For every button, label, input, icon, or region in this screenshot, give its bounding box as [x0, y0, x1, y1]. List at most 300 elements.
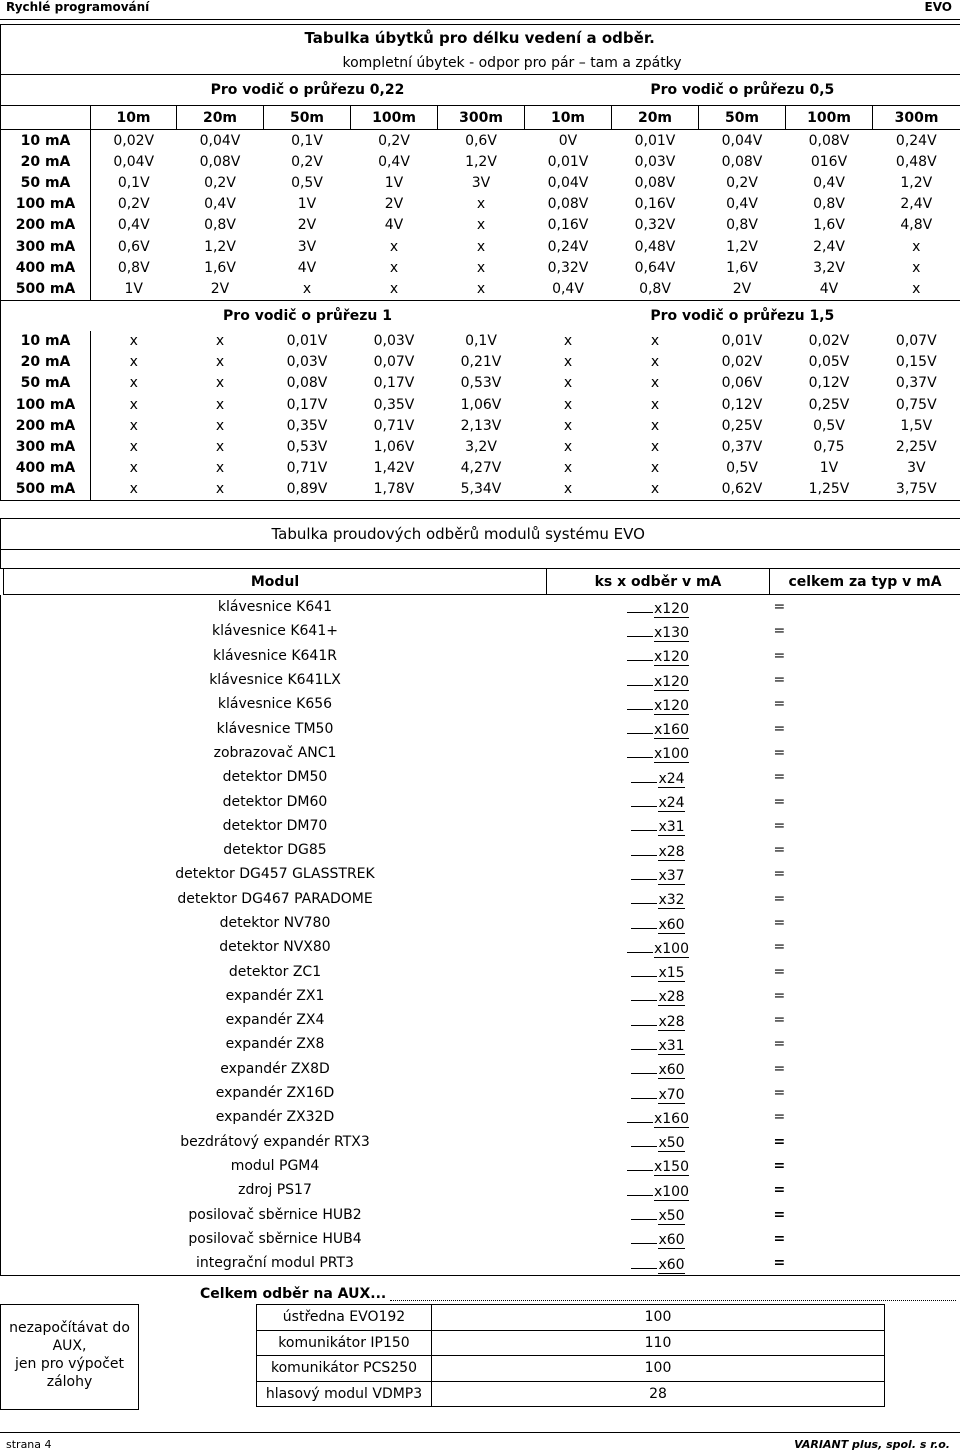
- module-consumption: x160: [653, 1110, 689, 1127]
- module-name: detektor NV780: [219, 915, 331, 931]
- module-consumption: x31: [658, 1037, 685, 1054]
- modules-current-table: [0, 518, 960, 1276]
- publisher: VARIANT plus, spol. s r.o.: [794, 1438, 950, 1451]
- drop-value: 0,04V: [547, 174, 589, 191]
- table-row: [1, 130, 960, 152]
- current-label: 200 mA: [1, 415, 91, 436]
- table-row: [1, 257, 960, 278]
- module-total: =: [770, 1178, 960, 1202]
- module-name: posilovač sběrnice HUB2: [188, 1206, 362, 1223]
- current-label: 300 mA: [1, 236, 91, 257]
- aux-module-value: 110: [432, 1330, 885, 1356]
- module-consumption: x60: [658, 916, 685, 933]
- drop-value: 0,25V: [808, 396, 850, 413]
- drop-value: 0,8V: [204, 217, 236, 234]
- drop-value: x: [563, 460, 573, 477]
- drop-value: 2,4V: [873, 194, 960, 215]
- module-qty-cell: [547, 935, 770, 959]
- module-total: =: [770, 765, 960, 789]
- module-qty-cell: [547, 619, 770, 643]
- drop-value: 0,08V: [286, 375, 328, 392]
- drop-value: 0,48V: [634, 238, 676, 255]
- module-consumption: x60: [658, 1232, 685, 1249]
- module-total: =: [770, 862, 960, 886]
- module-row: [1, 935, 960, 959]
- table-row: [1, 415, 960, 436]
- drop-value: x: [91, 479, 177, 501]
- drop-value: 3V: [873, 458, 960, 479]
- module-consumption: x70: [658, 1086, 685, 1103]
- module-qty-cell: [547, 814, 770, 838]
- table-row: [1, 373, 960, 394]
- module-name: modul PGM4: [230, 1157, 320, 1174]
- drop-value: 0,2V: [291, 153, 323, 170]
- drop-value: 0,08V: [721, 153, 763, 170]
- drop-table-subtitle: kompletní úbytek - odpor pro pár – tam a zpátky: [91, 51, 960, 75]
- drop-value: 0,6V: [117, 238, 150, 255]
- table-row: [1, 172, 960, 193]
- drop-value: 4,8V: [873, 215, 960, 236]
- drop-value: x: [873, 278, 960, 300]
- quantity-blank[interactable]: [631, 1132, 657, 1147]
- module-consumption: x24: [658, 795, 685, 812]
- aux-module-name: ústředna EVO192: [257, 1305, 432, 1331]
- section-heading: Pro vodič o průřezu 1: [223, 307, 392, 324]
- drop-value: 1V: [819, 460, 839, 477]
- drop-value: x: [650, 460, 660, 477]
- drop-value: x: [215, 333, 225, 350]
- drop-value: 0,2V: [204, 174, 236, 191]
- module-name: expandér ZX16D: [215, 1085, 335, 1102]
- aux-total-title: Celkem odběr na AUX...: [200, 1286, 387, 1302]
- module-qty-cell: [547, 765, 770, 789]
- drop-value: x: [129, 333, 138, 350]
- running-header-product: EVO: [924, 0, 952, 14]
- drop-value: x: [476, 196, 486, 213]
- drop-value: x: [563, 333, 573, 350]
- current-label: 400 mA: [1, 257, 91, 278]
- module-qty-cell: [547, 1130, 770, 1154]
- drop-value: 0,21V: [460, 354, 502, 371]
- aux-table: [256, 1304, 885, 1407]
- drop-value: 0,08V: [199, 153, 241, 170]
- quantity-blank[interactable]: [631, 841, 657, 856]
- drop-value: 0,02V: [808, 333, 850, 350]
- quantity-blank[interactable]: [627, 598, 653, 613]
- drop-value: 0,02V: [113, 132, 155, 149]
- drop-value: 0,2V: [378, 132, 410, 149]
- aux-total-fill-line: [390, 1300, 956, 1301]
- module-total: =: [770, 1032, 960, 1056]
- quantity-blank[interactable]: [631, 1011, 657, 1026]
- drop-value: x: [476, 238, 486, 255]
- drop-value: 0,5V: [813, 417, 845, 434]
- quantity-blank[interactable]: [631, 889, 657, 904]
- module-qty-cell: [547, 1227, 770, 1251]
- module-name: detektor NVX80: [219, 939, 331, 956]
- aux-row: [257, 1305, 885, 1331]
- module-total: =: [770, 1251, 960, 1276]
- quantity-blank[interactable]: [627, 1156, 653, 1171]
- drop-value: x: [650, 375, 660, 392]
- module-name: detektor DM70: [222, 817, 328, 834]
- drop-value: 2,25V: [873, 436, 960, 457]
- drop-value: 0,03V: [634, 153, 676, 170]
- module-total: =: [770, 814, 960, 838]
- drop-value: 0,12V: [721, 396, 763, 413]
- module-total: =: [770, 644, 960, 668]
- drop-value: 0,07V: [873, 331, 960, 352]
- module-qty-cell: [547, 595, 770, 620]
- aux-module-value: 28: [432, 1381, 885, 1407]
- module-qty-cell: [547, 644, 770, 668]
- drop-value: 0,4V: [813, 174, 845, 191]
- module-name: klávesnice TM50: [216, 720, 334, 737]
- module-name: zdroj PS17: [238, 1182, 312, 1199]
- module-total: =: [770, 1105, 960, 1129]
- module-consumption: x60: [658, 1256, 685, 1273]
- drop-value: 1,25V: [786, 479, 873, 501]
- running-header-title: Rychlé programování: [6, 0, 150, 14]
- module-row: [1, 1057, 960, 1081]
- drop-value: x: [873, 236, 960, 257]
- module-name: expandér ZX32D: [215, 1109, 335, 1126]
- quantity-blank[interactable]: [631, 865, 657, 880]
- quantity-blank[interactable]: [631, 1035, 657, 1050]
- quantity-blank[interactable]: [627, 622, 653, 637]
- drop-value: 1,2V: [204, 238, 236, 255]
- module-name: expandér ZX8: [225, 1036, 325, 1053]
- drop-value: 0,35V: [286, 417, 328, 434]
- drop-value: x: [129, 375, 138, 392]
- length-column-header: 50m: [699, 106, 786, 130]
- drop-value: x: [351, 278, 438, 300]
- table-row: [1, 278, 960, 300]
- current-label: 200 mA: [1, 215, 91, 236]
- module-row: [1, 1105, 960, 1129]
- table-row: [1, 236, 960, 257]
- drop-value: 0,16V: [547, 217, 589, 234]
- module-consumption: x15: [658, 965, 685, 982]
- module-name: detektor DG457 GLASSTREK: [175, 866, 375, 883]
- drop-value: x: [129, 417, 138, 434]
- modules-header-module: Modul: [4, 569, 547, 595]
- drop-value: x: [264, 278, 351, 300]
- quantity-blank[interactable]: [627, 938, 653, 953]
- modules-table-title: Tabulka proudových odběrů modulů systému EVO: [4, 519, 960, 550]
- module-row: [1, 741, 960, 765]
- drop-value: 0,17V: [373, 375, 415, 392]
- drop-value: 3V: [297, 238, 317, 255]
- drop-value: 2,13V: [460, 417, 502, 434]
- module-consumption: x28: [658, 843, 685, 860]
- module-consumption: x130: [653, 624, 689, 641]
- quantity-blank[interactable]: [627, 1181, 653, 1196]
- module-row: [1, 838, 960, 862]
- quantity-blank[interactable]: [631, 962, 657, 977]
- footer-divider: [0, 1432, 960, 1433]
- module-qty-cell: [547, 741, 770, 765]
- current-label: 20 mA: [1, 352, 91, 373]
- current-label: 500 mA: [1, 479, 91, 501]
- drop-value: 0,16V: [634, 196, 676, 213]
- drop-value: 4V: [297, 259, 317, 276]
- drop-value: 0,04V: [199, 132, 241, 149]
- corner-cell: [1, 106, 91, 130]
- module-total: =: [770, 619, 960, 643]
- section-heading: Pro vodič o průřezu 0,22: [91, 75, 525, 106]
- module-consumption: x120: [653, 649, 689, 666]
- drop-value: 0,64V: [634, 259, 676, 276]
- module-total: =: [770, 789, 960, 813]
- module-row: [1, 1251, 960, 1276]
- table-row: [1, 394, 960, 415]
- drop-value: 0,01V: [547, 153, 589, 170]
- module-row: [1, 887, 960, 911]
- drop-value: 1V: [91, 278, 177, 300]
- drop-value: 4,27V: [460, 460, 502, 477]
- drop-value: 1,78V: [351, 479, 438, 501]
- drop-value: 0,05V: [808, 354, 850, 371]
- module-total: =: [770, 1081, 960, 1105]
- aux-note-box: [0, 1304, 139, 1410]
- module-name: klávesnice K641+: [212, 623, 338, 640]
- drop-value: 5,34V: [438, 479, 525, 501]
- module-qty-cell: [547, 984, 770, 1008]
- drop-value: 3,2V: [813, 259, 845, 276]
- drop-value: x: [215, 417, 225, 434]
- drop-value: 0,17V: [286, 396, 328, 413]
- drop-value: 0,24V: [873, 130, 960, 152]
- quantity-blank[interactable]: [631, 1205, 657, 1220]
- aux-note-line: zálohy: [46, 1374, 93, 1390]
- length-column-header: 10m: [91, 106, 177, 130]
- quantity-blank[interactable]: [631, 1059, 657, 1074]
- current-label: 10 mA: [1, 331, 91, 352]
- drop-value: 0,62V: [699, 479, 786, 501]
- module-consumption: x100: [653, 1183, 689, 1200]
- module-consumption: x31: [658, 819, 685, 836]
- modules-header-qty: ks x odběr v mA: [547, 569, 770, 595]
- quantity-blank[interactable]: [631, 768, 657, 783]
- drop-value: x: [650, 333, 660, 350]
- drop-value: x: [129, 460, 138, 477]
- drop-value: 016V: [810, 153, 848, 170]
- length-column-header: 50m: [264, 106, 351, 130]
- table-row: [1, 194, 960, 215]
- table-row: [1, 215, 960, 236]
- module-name: bezdrátový expandér RTX3: [180, 1133, 370, 1150]
- module-total: =: [770, 1202, 960, 1226]
- drop-value: 0,06V: [721, 375, 763, 392]
- voltage-drop-table: [0, 24, 960, 501]
- drop-value: 0,32V: [634, 217, 676, 234]
- quantity-blank[interactable]: [631, 816, 657, 831]
- section-heading: Pro vodič o průřezu 1,5: [525, 300, 960, 331]
- page-number: strana 4: [6, 1438, 52, 1451]
- drop-value: 0,5V: [291, 174, 323, 191]
- drop-value: x: [650, 396, 660, 413]
- drop-value: 0,03V: [286, 354, 328, 371]
- module-row: [1, 1032, 960, 1056]
- length-column-header: 100m: [786, 106, 873, 130]
- drop-value: x: [650, 439, 660, 456]
- quantity-blank[interactable]: [631, 1229, 657, 1244]
- quantity-blank[interactable]: [631, 914, 657, 929]
- current-label: 10 mA: [1, 130, 91, 152]
- table-row: [1, 331, 960, 352]
- module-name: detektor ZC1: [228, 963, 322, 980]
- module-name: detektor DM50: [222, 769, 328, 786]
- drop-value: 0,35V: [373, 396, 415, 413]
- drop-value: 2V: [177, 278, 264, 300]
- quantity-blank[interactable]: [631, 1254, 657, 1269]
- module-total: =: [770, 595, 960, 620]
- drop-value: x: [129, 439, 138, 456]
- quantity-blank[interactable]: [631, 986, 657, 1001]
- module-total: =: [770, 1130, 960, 1154]
- drop-value: x: [873, 257, 960, 278]
- quantity-blank[interactable]: [627, 646, 653, 661]
- drop-value: 4V: [384, 217, 404, 234]
- module-consumption: x120: [653, 673, 689, 690]
- module-consumption: x37: [658, 867, 685, 884]
- quantity-blank[interactable]: [627, 671, 653, 686]
- module-consumption: x150: [653, 1159, 689, 1176]
- drop-value: 0,37V: [873, 373, 960, 394]
- module-row: [1, 1154, 960, 1178]
- module-row: [1, 595, 960, 620]
- drop-value: 3,2V: [465, 439, 497, 456]
- module-qty-cell: [547, 1202, 770, 1226]
- aux-module-name: komunikátor PCS250: [257, 1356, 432, 1382]
- module-name: detektor DG467 PARADOME: [177, 890, 373, 907]
- drop-value: x: [563, 396, 573, 413]
- drop-value: 0,8V: [117, 259, 150, 276]
- aux-note-line: AUX,: [52, 1338, 87, 1354]
- drop-value: x: [563, 417, 573, 434]
- module-name: integrační modul PRT3: [4, 1251, 547, 1276]
- length-column-header: 300m: [873, 106, 960, 130]
- drop-value: x: [438, 278, 525, 300]
- quantity-blank[interactable]: [631, 792, 657, 807]
- module-consumption: x28: [658, 989, 685, 1006]
- table-row: [1, 352, 960, 373]
- drop-value: 1,42V: [373, 460, 415, 477]
- current-label: 300 mA: [1, 436, 91, 457]
- drop-value: 0,32V: [547, 259, 589, 276]
- length-column-header: 10m: [525, 106, 612, 130]
- module-qty-cell: [547, 1057, 770, 1081]
- drop-value: 2V: [384, 196, 404, 213]
- module-total: =: [770, 741, 960, 765]
- drop-value: x: [525, 479, 612, 501]
- drop-value: 0,15V: [873, 352, 960, 373]
- drop-value: 1,5V: [873, 415, 960, 436]
- drop-value: 0,1V: [117, 174, 150, 191]
- drop-value: x: [215, 460, 225, 477]
- aux-row: [257, 1356, 885, 1382]
- row-label-empty: [1, 75, 91, 106]
- length-column-header: 20m: [177, 106, 264, 130]
- module-total: =: [770, 959, 960, 983]
- module-qty-cell: [547, 887, 770, 911]
- quantity-blank[interactable]: [627, 695, 653, 710]
- drop-value: x: [129, 354, 138, 371]
- drop-value: 0,4V: [117, 217, 150, 234]
- module-total: =: [770, 668, 960, 692]
- aux-row: [257, 1330, 885, 1356]
- module-row: [1, 644, 960, 668]
- module-name: detektor DG85: [223, 842, 327, 859]
- drop-value: 3,75V: [873, 479, 960, 501]
- drop-value: 0,04V: [721, 132, 763, 149]
- drop-value: 0,03V: [373, 333, 415, 350]
- module-total: =: [770, 984, 960, 1008]
- drop-value: x: [129, 396, 138, 413]
- current-label: 100 mA: [1, 394, 91, 415]
- length-column-header: 100m: [351, 106, 438, 130]
- drop-value: 4V: [786, 278, 873, 300]
- aux-module-name: hlasový modul VDMP3: [257, 1381, 432, 1407]
- drop-value: 2,4V: [813, 238, 845, 255]
- module-row: [1, 789, 960, 813]
- module-total: =: [770, 935, 960, 959]
- drop-value: 0,4V: [378, 153, 410, 170]
- drop-value: 0,08V: [547, 196, 589, 213]
- aux-module-value: 100: [432, 1356, 885, 1382]
- module-consumption: x160: [653, 722, 689, 739]
- drop-table-title: Tabulka úbytků pro délku vedení a odběr.: [91, 25, 960, 52]
- module-qty-cell: [547, 1008, 770, 1032]
- aux-note-line: jen pro výpočet: [15, 1356, 124, 1372]
- module-qty-cell: [547, 911, 770, 935]
- module-row: [1, 1178, 960, 1202]
- module-name: detektor DM60: [222, 793, 328, 810]
- module-qty-cell: [547, 789, 770, 813]
- module-total: =: [770, 692, 960, 716]
- drop-value: 0,71V: [286, 460, 328, 477]
- drop-value: 2V: [297, 217, 317, 234]
- drop-value: 0,6V: [465, 132, 497, 149]
- drop-value: 0,07V: [373, 354, 415, 371]
- quantity-blank[interactable]: [627, 719, 653, 734]
- drop-value: 0,37V: [721, 439, 763, 456]
- current-label: 50 mA: [1, 373, 91, 394]
- module-consumption: x100: [653, 746, 689, 763]
- drop-value: 0,53V: [460, 375, 502, 392]
- drop-value: x: [389, 259, 399, 276]
- module-row: [1, 668, 960, 692]
- quantity-blank[interactable]: [627, 743, 653, 758]
- drop-value: 0,01V: [721, 333, 763, 350]
- module-qty-cell: [547, 716, 770, 740]
- drop-value: 1V: [384, 174, 404, 191]
- drop-value: x: [563, 354, 573, 371]
- current-label: 500 mA: [1, 278, 91, 300]
- drop-value: x: [177, 479, 264, 501]
- module-total: =: [770, 887, 960, 911]
- quantity-blank[interactable]: [631, 1084, 657, 1099]
- module-consumption: x32: [658, 892, 685, 909]
- modules-header-total: celkem za typ v mA: [770, 569, 960, 595]
- quantity-blank[interactable]: [627, 1108, 653, 1123]
- module-qty-cell: [547, 1154, 770, 1178]
- drop-value: x: [612, 479, 699, 501]
- drop-value: 0,1V: [291, 132, 323, 149]
- drop-value: 0,4V: [525, 278, 612, 300]
- drop-value: x: [563, 439, 573, 456]
